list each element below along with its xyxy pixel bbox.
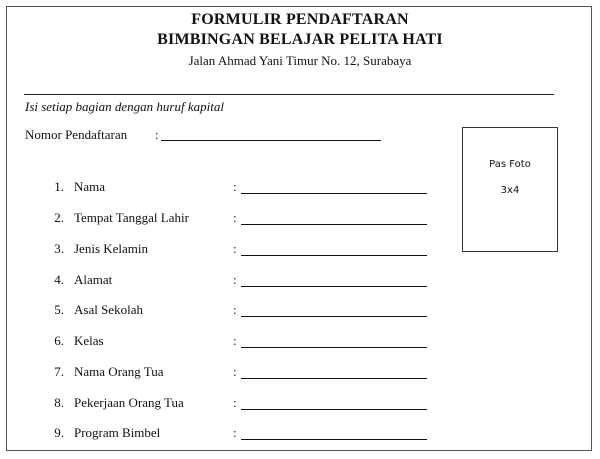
field-colon: : [233, 272, 237, 287]
field-colon: : [233, 425, 237, 440]
field-label: Program Bimbel [74, 425, 161, 440]
field-label: Tempat Tanggal Lahir [74, 210, 189, 225]
pekerjaan-orang-tua-input-line[interactable] [241, 409, 427, 410]
field-label: Jenis Kelamin [74, 241, 149, 256]
form-title: FORMULIR PENDAFTARAN [191, 11, 409, 28]
registration-number-field[interactable] [161, 140, 381, 141]
photo-box-size: 3x4 [500, 185, 520, 196]
field-colon: : [233, 302, 237, 317]
field-colon: : [233, 241, 237, 256]
field-number: 9. [54, 425, 64, 440]
field-row-tempat-tanggal-lahir [0, 210, 440, 228]
field-number: 7. [54, 364, 64, 379]
field-colon: : [233, 179, 237, 194]
asal-sekolah-input-line[interactable] [241, 316, 427, 317]
field-colon: : [233, 364, 237, 379]
field-colon: : [233, 333, 237, 348]
field-number: 6. [54, 333, 64, 348]
nama-input-line[interactable] [241, 193, 427, 194]
field-number: 1. [54, 179, 64, 194]
field-number: 2. [54, 210, 64, 225]
alamat-input-line[interactable] [241, 286, 427, 287]
institution-address: Jalan Ahmad Yani Timur No. 12, Surabaya [188, 53, 412, 68]
field-number: 5. [54, 302, 64, 317]
field-label: Pekerjaan Orang Tua [74, 395, 184, 410]
field-row-asal-sekolah [0, 302, 440, 320]
field-label: Nama Orang Tua [74, 364, 164, 379]
tempat-tanggal-lahir-input-line[interactable] [241, 224, 427, 225]
field-colon: : [233, 395, 237, 410]
field-number: 3. [54, 241, 64, 256]
photo-box [462, 127, 558, 252]
field-label: Nama [74, 179, 106, 194]
field-row-kelas [0, 333, 440, 351]
field-row-jenis-kelamin [0, 241, 440, 259]
field-row-program-bimbel [0, 425, 440, 443]
field-row-nama [0, 179, 440, 197]
field-number: 4. [54, 272, 64, 287]
field-row-nama-orang-tua [0, 364, 440, 382]
field-colon: : [233, 210, 237, 225]
field-row-pekerjaan-orang-tua [0, 395, 440, 413]
registration-number-label: Nomor Pendaftaran [25, 127, 128, 142]
jenis-kelamin-input-line[interactable] [241, 255, 427, 256]
field-label: Kelas [74, 333, 104, 348]
field-label: Asal Sekolah [74, 302, 143, 317]
field-number: 8. [54, 395, 64, 410]
field-label: Alamat [74, 272, 113, 287]
kelas-input-line[interactable] [241, 347, 427, 348]
photo-box-label: Pas Foto [489, 159, 531, 170]
registration-number-colon: : [155, 127, 159, 142]
field-row-alamat [0, 272, 440, 290]
nama-orang-tua-input-line[interactable] [241, 378, 427, 379]
program-bimbel-input-line[interactable] [241, 439, 427, 440]
institution-name: BIMBINGAN BELAJAR PELITA HATI [157, 31, 443, 48]
instruction-text: Isi setiap bagian dengan huruf kapital [25, 99, 224, 114]
header-divider [24, 94, 554, 95]
